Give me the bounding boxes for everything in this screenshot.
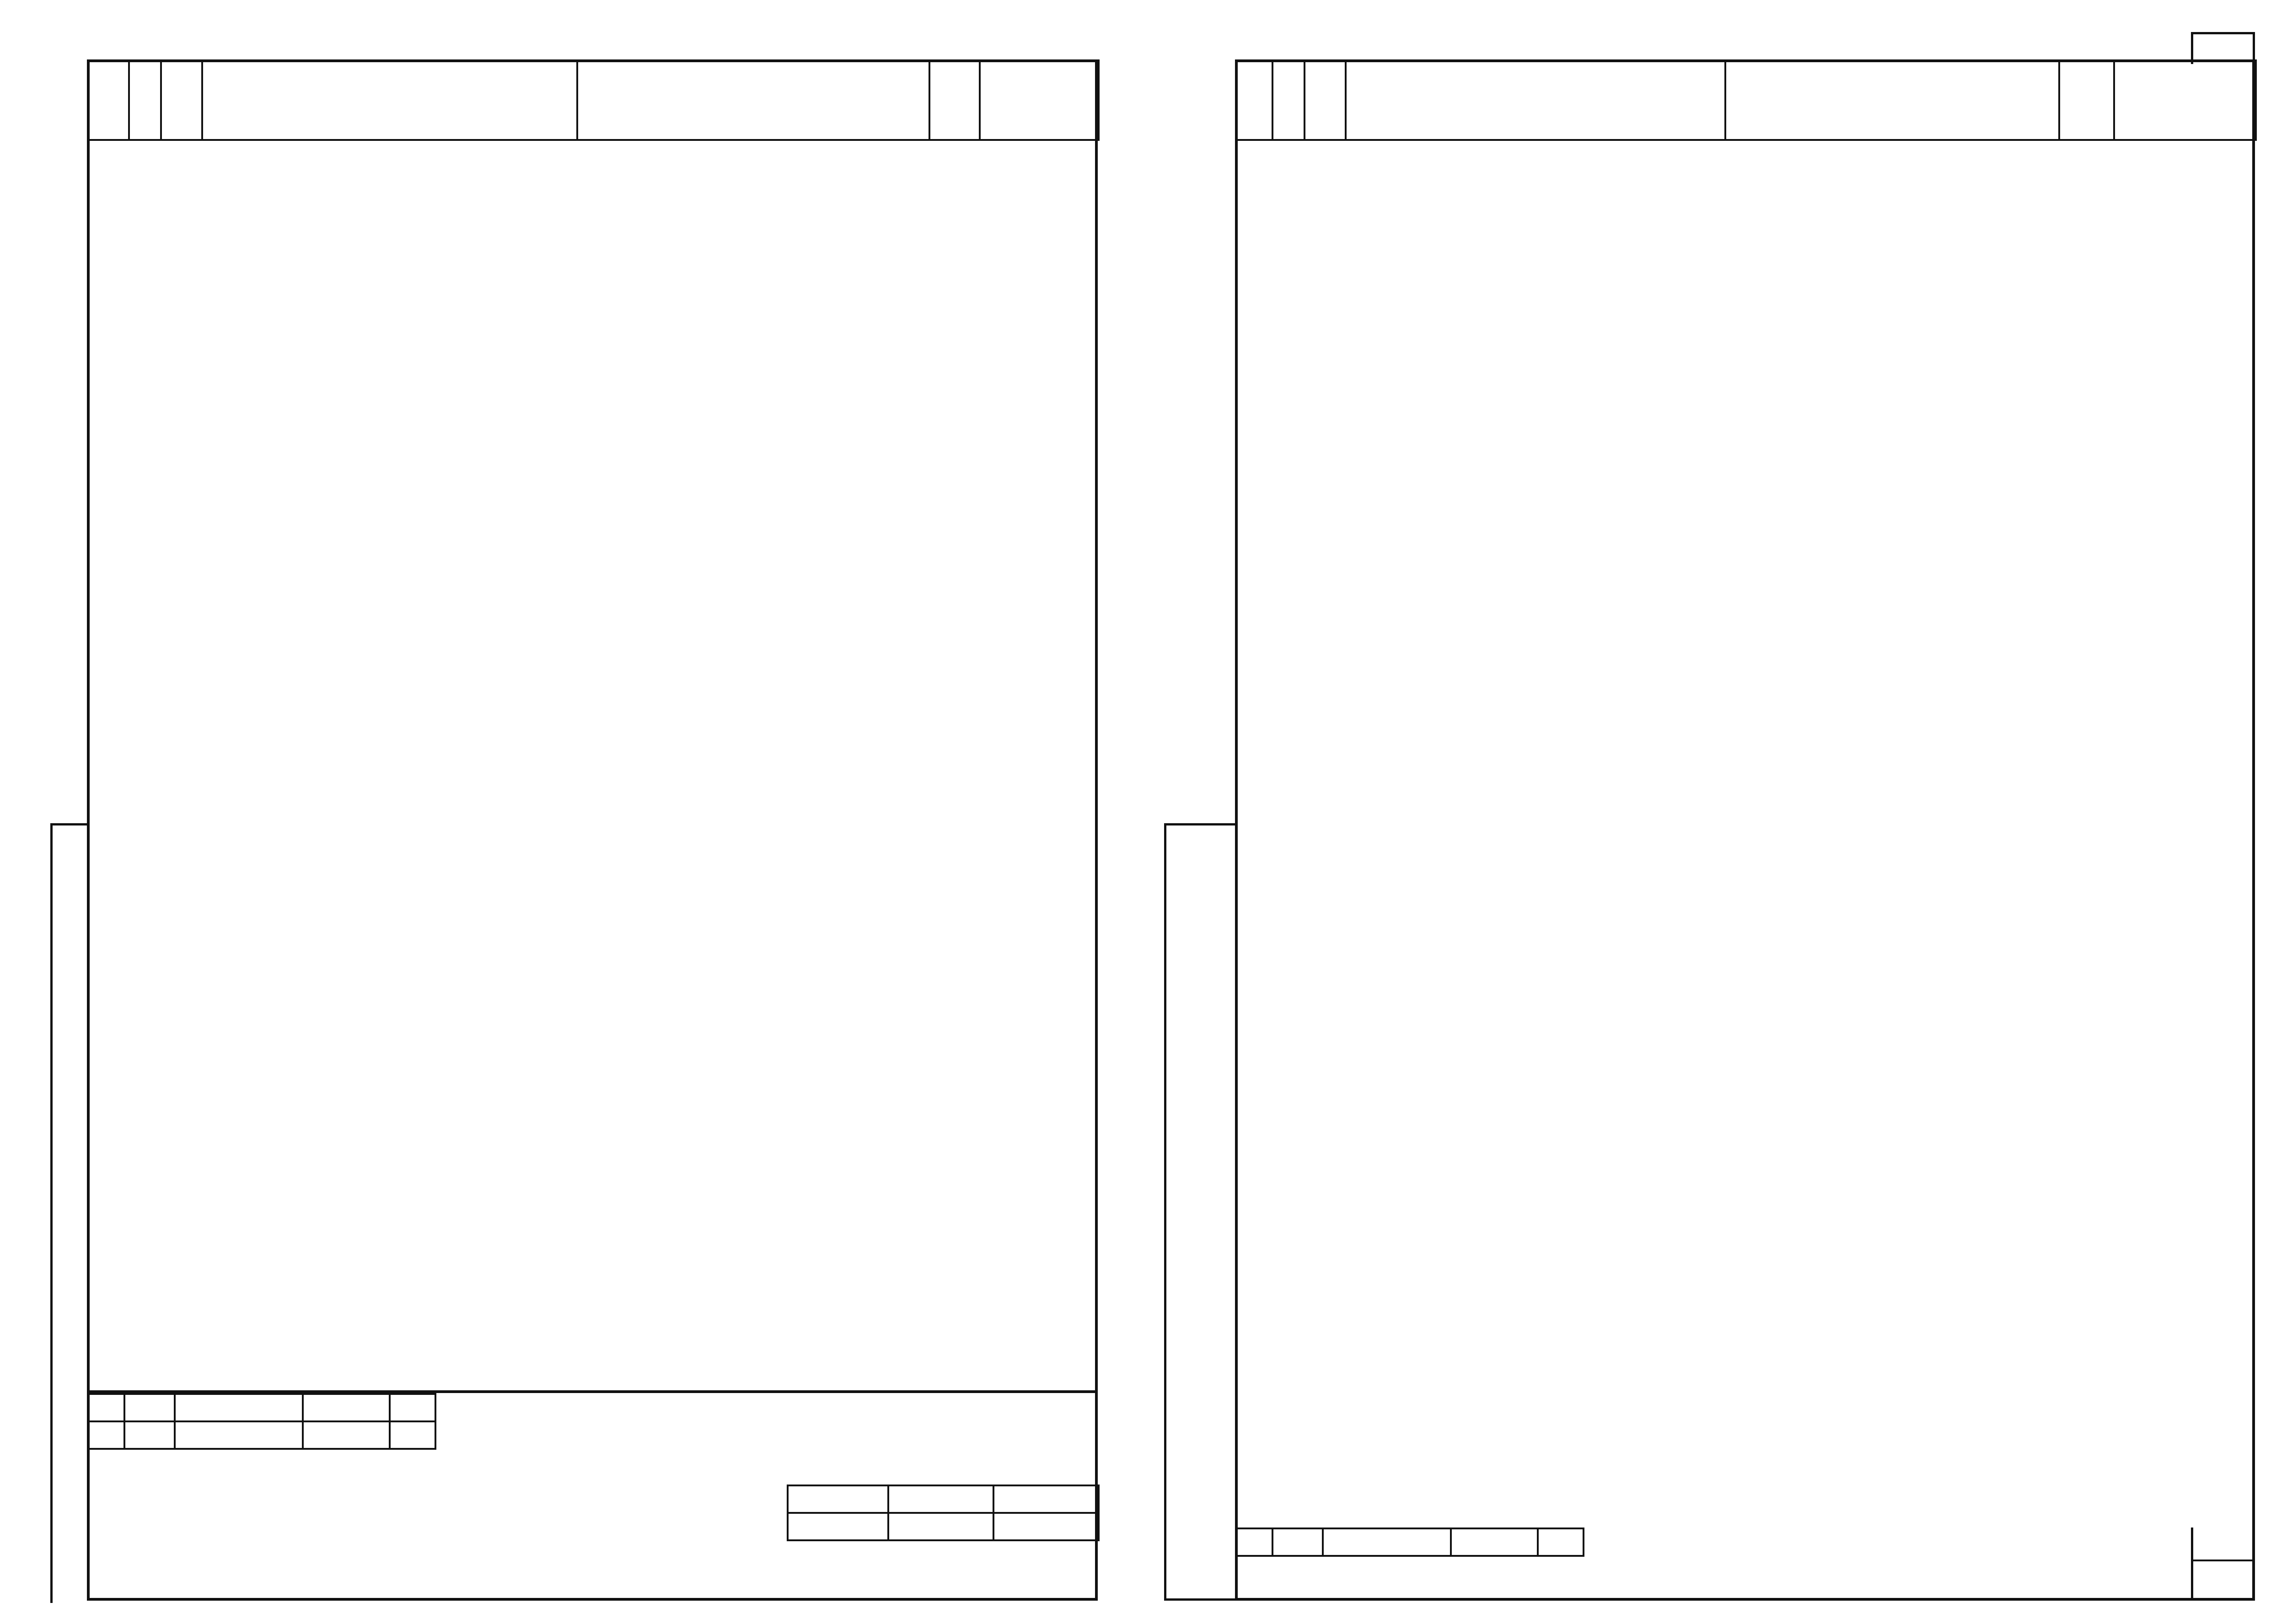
left-spec-table (87, 59, 1100, 141)
sheet-label (888, 1485, 993, 1513)
header-designation (1346, 60, 1725, 140)
header-zone (129, 60, 161, 140)
header-designation (202, 60, 577, 140)
header-note (980, 60, 1099, 140)
right-tb-sheet (2191, 1528, 2255, 1601)
right-spec-table (1235, 59, 2257, 141)
sheets-label (993, 1485, 1099, 1513)
header-format (1236, 60, 1272, 140)
right-titleblock (1235, 1528, 2255, 1601)
left-tb-lit (787, 1485, 1100, 1541)
header-zone (1272, 60, 1305, 140)
header-qty (2059, 60, 2114, 140)
lit-value (788, 1513, 888, 1540)
left-sheet (87, 59, 1098, 1601)
lit-label (788, 1485, 888, 1513)
sheets-value (993, 1513, 1099, 1540)
header-name (1725, 60, 2059, 140)
left-header-row (88, 60, 1099, 140)
sheet-value (888, 1513, 993, 1540)
right-side-stamp (1164, 823, 1235, 1601)
header-qty (929, 60, 980, 140)
right-sheet-label (2193, 1528, 2255, 1561)
header-pos (161, 60, 202, 140)
right-header-row (1236, 60, 2256, 140)
right-sheet (1235, 59, 2255, 1601)
header-format (88, 60, 129, 140)
left-tb-grid (87, 1393, 436, 1449)
header-name (577, 60, 929, 140)
left-binding-strip (50, 823, 89, 1603)
right-tb-grid (1235, 1528, 1584, 1556)
header-note (2114, 60, 2256, 140)
left-titleblock (87, 1390, 1098, 1603)
header-pos (1305, 60, 1346, 140)
